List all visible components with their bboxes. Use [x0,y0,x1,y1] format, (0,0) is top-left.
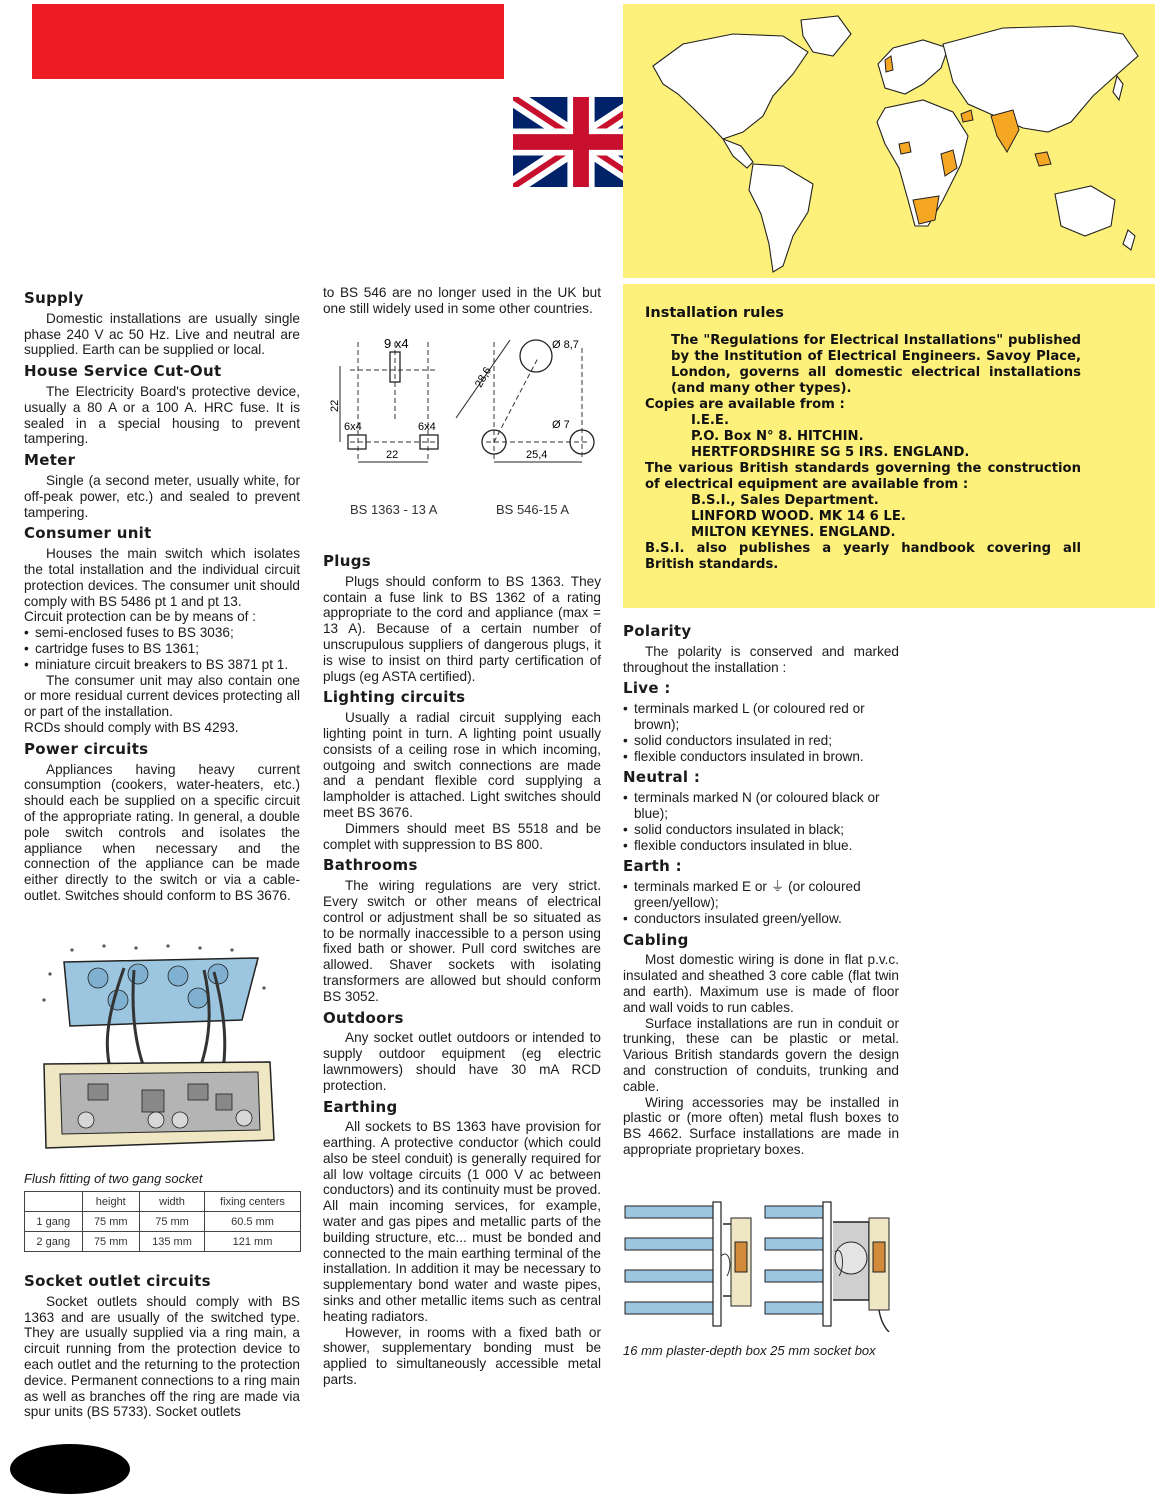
section-heading: Consumer unit [24,524,152,543]
bs546-label: BS 546-15 A [496,502,569,517]
paragraph: Plugs should conform to BS 1363. They contain a fuse link to BS 1362 of a rating appropriate to the cord and appliance (max = 13 A). Because of a certain number of unscrupulous suppliers of dangerous plugs, it is wise to insist on third party certification of plugs (eg ASTA certified). [323,573,601,684]
column-3 [623,618,899,1158]
table-cell: fixing centers [205,1192,301,1212]
paragraph: Dimmers should meet BS 5518 and be complet with suppression to BS 800. [323,820,601,852]
paragraph: Most domestic wiring is done in flat p.v.c. insulated and sheathed 3 core cable (flat twin and earth). Maximum use is made of floor and wall voids to run cables. [623,952,899,1015]
section-heading: Cabling [623,930,689,949]
bullet-list [24,625,300,672]
bullet-list [623,879,899,926]
dim-span: 25,4 [526,449,548,461]
table-cell [25,1192,83,1212]
section-heading: Polarity [623,622,692,640]
table-cell: 121 mm [205,1232,301,1252]
section-heading: Earth : [623,857,682,876]
section-heading: Power circuits [24,739,149,758]
table-cell: 1 gang [25,1212,83,1232]
plug-pin-diagram [326,330,602,470]
paragraph: Usually a radial circuit supplying each lighting point in turn. A lighting point usually consists of a ceiling rose in which incoming, outgoing and switch connections are made and a pendant flexible cord supplying a lampholder is attached. Light switches should meet BS 3676. [323,710,601,820]
table-cell: height [82,1192,139,1212]
socket-circuits-section [24,1268,300,1420]
dim-pin-left: 6x4 [344,421,362,433]
dim-diameter-2: Ø 7 [552,419,570,431]
bullet-list [623,790,899,853]
paragraph: Wiring accessories may be installed in plastic or (more often) metal flush boxes to BS 4662. Surface installations are made in appropriate proprietary boxes. [623,1094,899,1157]
bs1363-label: BS 1363 - 13 A [350,502,438,517]
paragraph: Surface installations are run in conduit or trunking, these can be plastic or metal. Various British standards govern the design and construction of conduits, trunking and cable. [623,1015,899,1094]
list-item: • solid conductors insulated in black; [623,822,899,838]
wall-box-caption: 16 mm plaster-depth box 25 mm socket box [623,1343,876,1358]
dim-height: 22 [329,399,341,412]
table-row [25,1232,301,1252]
column-2-intro [323,285,601,317]
rules-paragraph: The various British standards governing the construction of electrical equipment are available from : [645,461,1081,492]
paragraph: Domestic installations are usually single phase 240 V ac 50 Hz. Live and neutral are supplied. Earth can be supplied or local. [24,310,300,358]
section-heading: Meter [24,451,76,470]
bsi-address-line: MILTON KEYNES. ENGLAND. [691,525,896,540]
two-gang-socket-illustration [38,944,284,1154]
dim-diagonal: 28,6 [472,365,495,390]
table-cell: 75 mm [140,1212,205,1232]
list-item: • miniature circuit breakers to BS 3871 pt 1. [24,657,300,673]
rules-copies-line: Copies are available from : [645,397,845,412]
iee-address-line: P.O. Box N° 8. HITCHIN. [691,429,864,444]
section-heading: Neutral : [623,768,701,787]
column-1 [24,285,300,904]
paragraph: The Electricity Board's protective device, usually a 80 A or a 100 A. HRC fuse. It is sealed in a special housing to prevent tampering. [24,383,300,447]
paragraph: RCDs should comply with BS 4293. [24,719,239,735]
paragraph: All sockets to BS 1363 have provision for earthing. A protective conductor (which could also be steel conduit) is generally required for all low voltage circuits (1 000 V ac between conductors) and its continuity must be proved. All main incoming services, for example, water and gas pipes and metallic parts of the building structure, etc... must be bonded and connected to the main earthing terminal of the installation. In addition it may be necessary to supplementary bond water and waste pipes, sinks and other metallic items such as central heating radiators. [323,1119,601,1324]
paragraph: Socket outlets should comply with BS 1363 and are usually of the switched type. They are usually supplied via a ring main, a circuit running from the protection device to each outlet and the returning to the protection device. Permanent connections to a ring main as well as branches off the ring are made via spur units (BS 5733). Socket outlets [24,1293,300,1420]
section-heading: Earthing [323,1097,398,1116]
section-heading: Outdoors [323,1008,404,1027]
column-2 [323,548,601,1388]
table-header-row [25,1192,301,1212]
socket-dimensions-table [24,1191,301,1252]
table-cell: 135 mm [140,1232,205,1252]
rules-paragraph: B.S.I. also publishes a yearly handbook covering all British standards. [645,541,1081,572]
paragraph: Any socket outlet outdoors or intended to supply outdoor equipment (eg electric lawnmowers) should have 30 mA RCD protection. [323,1030,601,1093]
section-heading: Live : [623,679,671,698]
list-item: • solid conductors insulated in red; [623,733,899,749]
paragraph: The consumer unit may also contain one or more residual current devices protecting all or part of the installation. [24,672,300,720]
bsi-address-line: B.S.I., Sales Department. [691,493,879,508]
paragraph: Circuit protection can be by means of : [24,609,256,625]
list-item: • flexible conductors insulated in brown. [623,749,899,765]
red-banner [32,4,504,79]
bsi-address-line: LINFORD WOOD. MK 14 6 LE. [691,509,906,524]
paragraph: Single (a second meter, usually white, for off-peak power, etc.) and sealed to prevent tampering. [24,472,300,520]
section-heading: Bathrooms [323,856,418,875]
table-cell: 2 gang [25,1232,83,1252]
section-heading: House Service Cut-Out [24,362,222,381]
table-cell: 60.5 mm [205,1212,301,1232]
iee-address-line: HERTFORDSHIRE SG 5 IRS. ENGLAND. [691,445,970,460]
paragraph: The polarity is conserved and marked throughout the installation : [623,643,899,675]
paragraph: Houses the main switch which isolates the total installation and the individual circuit protection devices. The consumer unit should comply with BS 5486 pt 1 and pt 13. [24,546,300,609]
paragraph: Appliances having heavy current consumption (cookers, water-heaters, etc.) should each be supplied on a specific circuit of the appropriate rating. In general, a double pole switch controls and isolates the appliance when necessary and the connection of the appliance can be made either directly to the switch or via a cable-outlet. Switches should conform to BS 3676. [24,761,300,903]
section-heading: Lighting circuits [323,688,466,707]
wall-box-illustration [623,1196,903,1332]
installation-rules-title: Installation rules [645,305,784,321]
table-cell: width [140,1192,205,1212]
world-map-panel [623,4,1155,278]
installation-rules [645,305,1081,573]
list-item: • terminals marked L (or coloured red or brown); [623,701,899,733]
dim-diameter-1: Ø 8,7 [552,339,579,351]
paragraph: The wiring regulations are very strict. Every switch or other means of electrical control or adjustment shall be so situated as to be normally inaccessible to a person using fixed bath or shower. Pull cord switches are allowed. Shaver sockets with isolating transformers are allowed but should conform BS 3052. [323,878,601,1004]
section-heading: Supply [24,289,84,307]
list-item: • semi-enclosed fuses to BS 3036; [24,625,300,641]
section-heading: Plugs [323,552,371,570]
list-item: • conductors insulated green/yellow. [623,911,899,927]
paragraph: to BS 546 are no longer used in the UK but one still widely used in some other countries. [323,285,601,316]
section-heading: Socket outlet circuits [24,1272,211,1290]
table-cell: 75 mm [82,1232,139,1252]
bullet-list [623,701,899,764]
dim-pin-top: 9 x4 [384,336,409,351]
list-item: • terminals marked N (or coloured black or blue); [623,790,899,822]
page-number-badge [10,1444,130,1494]
dim-spacing: 22 [386,449,399,461]
rules-paragraph: The "Regulations for Electrical Installations" published by the Institution of Electrical Engineers. Savoy Place, London, governs all domestic electrical installations (and many other types). [671,333,1081,396]
table-cell: 75 mm [82,1212,139,1232]
list-item: • terminals marked E or ⏚ (or coloured green/yellow); [623,879,899,911]
iee-address-line: I.E.E. [691,413,729,428]
list-item: • flexible conductors insulated in blue. [623,838,899,854]
list-item: • cartridge fuses to BS 1361; [24,641,300,657]
table-row [25,1212,301,1232]
world-map [623,4,1155,278]
dim-pin-right: 6x4 [418,421,436,433]
socket-caption: Flush fitting of two gang socket [24,1171,203,1186]
paragraph: However, in rooms with a fixed bath or shower, supplementary bonding must be applied to simultaneously accessible metal parts. [323,1324,601,1388]
